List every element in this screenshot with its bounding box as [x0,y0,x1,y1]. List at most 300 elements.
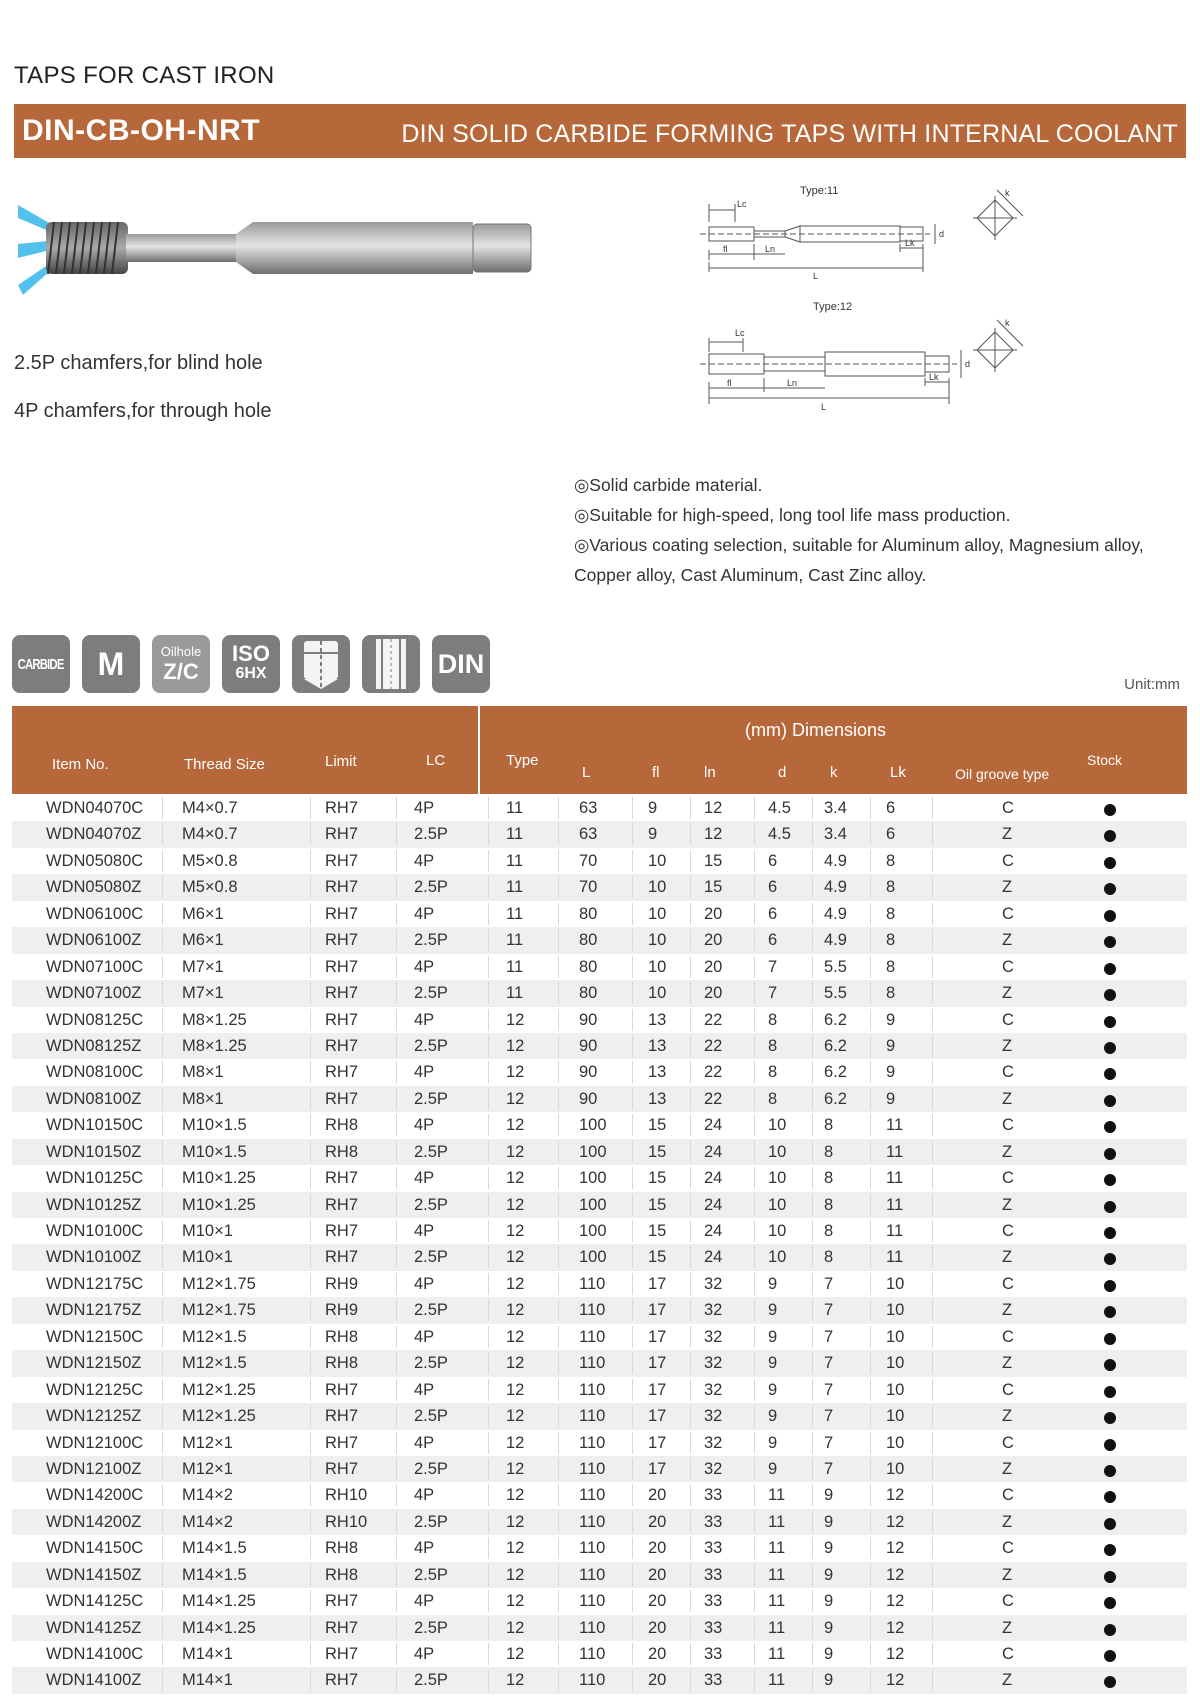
cell-separator [310,1167,311,1189]
cell-item-no: WDN10100Z [46,1248,142,1267]
cell-separator [690,1114,691,1136]
cell-ln: 33 [704,1512,723,1531]
cell-separator [870,1511,871,1533]
cell-L: 63 [579,825,598,844]
stock-dot-icon [1104,1016,1116,1028]
cell-separator [488,1379,489,1401]
cell-separator [932,823,933,845]
cell-thread-size: M4×0.7 [182,799,238,817]
cell-separator [162,1643,163,1665]
cell-L: 80 [579,984,598,1003]
cell-separator [812,1379,813,1401]
cell-item-no: WDN05080Z [46,878,142,897]
cell-thread-size: M8×1 [182,1063,224,1082]
cell-separator [812,929,813,951]
cell-separator [932,1564,933,1586]
cell-lk: 11 [886,1248,904,1267]
cell-separator [632,1088,633,1110]
cell-separator [632,1220,633,1242]
table-row [12,1615,1187,1641]
cell-L: 100 [579,1222,607,1240]
cell-L: 110 [579,1671,606,1690]
cell-separator [310,1220,311,1242]
cell-lc: 4P [414,1327,435,1346]
stock-dot-icon [1104,1359,1116,1371]
din-badge [432,635,490,693]
cell-separator [690,1009,691,1031]
cell-d: 11 [768,1565,786,1584]
product-table-body [12,795,1187,1694]
cell-thread-size: M10×1.25 [182,1169,256,1188]
cell-oil-groove: C [1002,1063,1014,1082]
unit-label: Unit:mm [1124,676,1180,693]
cell-separator [488,1246,489,1268]
cell-separator [162,1220,163,1242]
cell-separator [310,1405,311,1427]
cell-separator [162,1537,163,1559]
cell-ln: 24 [704,1195,723,1214]
cell-separator [632,1432,633,1454]
cell-oil-groove: C [1002,1592,1014,1611]
cell-type: 12 [506,1565,525,1584]
cell-limit: RH7 [325,1222,359,1240]
cell-separator [812,823,813,845]
lk-label-2: Lk [929,372,939,382]
cell-ln: 32 [704,1433,723,1452]
cell-separator [690,1669,691,1691]
stock-dot-icon [1104,936,1116,948]
table-row [12,1430,1187,1456]
cell-separator [488,1564,489,1586]
cell-thread-size: M8×1.25 [182,1036,247,1055]
cell-lk: 10 [886,1327,905,1346]
cell-oil-groove: C [1002,1222,1014,1240]
cell-lk: 12 [886,1671,905,1690]
cell-separator [396,1458,397,1480]
cell-separator [310,797,311,819]
header-divider [478,706,480,794]
cell-item-no: WDN14150C [46,1539,144,1558]
cell-separator [932,1273,933,1295]
product-code: DIN-CB-OH-NRT [22,114,261,147]
cell-ln: 33 [704,1645,723,1663]
cell-separator [162,1405,163,1427]
cell-d: 9 [768,1407,778,1426]
table-row [12,927,1187,953]
chamfer-through-hole: 4P chamfers,for through hole [14,400,272,422]
cell-separator [754,1590,755,1612]
cell-lc: 4P [414,1539,435,1558]
cell-separator [310,1246,311,1268]
cell-separator [754,1484,755,1506]
stock-dot-icon [1104,1544,1116,1556]
cell-d: 6 [768,931,778,950]
cell-lc: 4P [414,1645,435,1663]
cell-separator [754,850,755,872]
cell-separator [870,1141,871,1163]
cell-separator [310,1564,311,1586]
cell-separator [310,1669,311,1691]
cell-thread-size: M14×1 [182,1645,233,1663]
cell-separator [632,1114,633,1136]
cell-limit: RH7 [325,1248,359,1267]
cell-separator [162,1484,163,1506]
table-row [12,1033,1187,1059]
cell-oil-groove: Z [1002,1459,1013,1478]
cell-item-no: WDN12150Z [46,1354,142,1373]
cell-limit: RH7 [325,1089,359,1108]
cell-oil-groove: C [1002,1010,1014,1029]
cell-separator [162,1009,163,1031]
zc-label: Z/C [163,658,199,684]
cell-oil-groove: C [1002,799,1014,817]
cell-k: 5.5 [824,957,847,976]
cell-separator [870,1009,871,1031]
table-row [12,1403,1187,1429]
cell-lk: 9 [886,1010,896,1029]
cell-lc: 2.5P [414,1301,448,1320]
cell-limit: RH7 [325,799,359,817]
header-lk: Lk [890,764,906,781]
cell-separator [310,1061,311,1083]
cell-separator [932,1167,933,1189]
cell-separator [754,1458,755,1480]
cell-type: 12 [506,1407,525,1426]
cell-separator [812,982,813,1004]
table-row [12,1588,1187,1614]
stock-dot-icon [1104,1465,1116,1477]
cell-separator [488,1643,489,1665]
cell-separator [870,1564,871,1586]
cell-item-no: WDN10150C [46,1116,144,1135]
cell-type: 12 [506,1036,525,1055]
cell-separator [162,823,163,845]
cell-separator [558,1167,559,1189]
cell-oil-groove: Z [1002,1512,1013,1531]
cell-d: 7 [768,957,778,976]
cell-separator [754,1379,755,1401]
cell-type: 12 [506,1645,525,1663]
cell-separator [632,1617,633,1639]
cell-separator [310,1537,311,1559]
cell-k: 4.9 [824,931,847,950]
product-banner [14,104,1186,158]
cell-limit: RH7 [325,984,359,1003]
cell-separator [754,1194,755,1216]
cell-ln: 12 [704,825,723,844]
stock-dot-icon [1104,963,1116,975]
cell-separator [488,797,489,819]
cell-separator [870,1220,871,1242]
cell-separator [632,1669,633,1691]
cell-k: 7 [824,1274,834,1293]
cell-ln: 33 [704,1671,723,1690]
cell-separator [932,1643,933,1665]
cell-separator [558,1669,559,1691]
cell-item-no: WDN14200Z [46,1512,142,1531]
cell-fl: 17 [648,1380,667,1399]
cell-oil-groove: C [1002,1274,1014,1293]
cell-oil-groove: C [1002,1169,1014,1188]
cell-separator [632,850,633,872]
cell-lc: 4P [414,1380,435,1399]
cell-separator [396,1167,397,1189]
cell-fl: 17 [648,1301,667,1320]
cell-separator [812,1167,813,1189]
cell-separator [932,850,933,872]
cell-separator [932,1194,933,1216]
cell-fl: 17 [648,1354,667,1373]
feature-item: ◎Suitable for high-speed, long tool life mass production. [574,505,1011,525]
stock-dot-icon [1104,1333,1116,1345]
cell-separator [396,956,397,978]
cell-separator [558,823,559,845]
cell-separator [558,797,559,819]
cell-separator [932,1590,933,1612]
cell-separator [870,1617,871,1639]
cell-fl: 10 [648,984,667,1003]
cell-item-no: WDN07100Z [46,984,142,1003]
stock-dot-icon [1104,857,1116,869]
cell-separator [396,876,397,898]
table-row [12,1244,1187,1270]
cell-limit: RH9 [325,1274,359,1293]
metric-m-badge [82,635,140,693]
cell-separator [162,929,163,951]
cell-oil-groove: Z [1002,1671,1013,1690]
cell-separator [812,1432,813,1454]
product-description: DIN SOLID CARBIDE FORMING TAPS WITH INTERNAL COOLANT [401,120,1178,148]
cell-separator [870,982,871,1004]
cell-separator [396,1035,397,1057]
cell-limit: RH7 [325,1433,359,1452]
cell-k: 6.2 [824,1063,847,1082]
cell-fl: 15 [648,1116,667,1135]
cell-thread-size: M8×1.25 [182,1010,247,1029]
table-row [12,1456,1187,1482]
cell-separator [396,1617,397,1639]
cell-oil-groove: C [1002,1539,1014,1558]
cell-L: 100 [579,1195,607,1214]
cell-separator [558,929,559,951]
cell-separator [162,1379,163,1401]
cell-separator [754,1246,755,1268]
cell-thread-size: M12×1.5 [182,1327,247,1346]
cell-oil-groove: Z [1002,1195,1013,1214]
cell-limit: RH7 [325,1618,359,1637]
cell-separator [932,1220,933,1242]
cell-separator [310,1273,311,1295]
header-fl: fl [652,764,660,781]
cell-type: 12 [506,1169,525,1188]
table-row [12,848,1187,874]
cell-lk: 10 [886,1354,905,1373]
cell-fl: 20 [648,1645,667,1663]
cell-separator [870,1484,871,1506]
cell-k: 8 [824,1169,834,1188]
cell-separator [870,1405,871,1427]
oilhole-badge [152,635,210,693]
cell-separator [162,1273,163,1295]
ln-label: Ln [765,244,776,254]
cell-lk: 11 [886,1195,904,1214]
cell-thread-size: M10×1.25 [182,1195,256,1214]
cell-k: 6.2 [824,1089,847,1108]
cell-d: 9 [768,1354,778,1373]
cell-separator [690,1458,691,1480]
cell-limit: RH7 [325,1592,359,1611]
cell-separator [812,1669,813,1691]
table-row [12,954,1187,980]
cell-d: 10 [768,1116,787,1135]
cell-limit: RH7 [325,1671,359,1690]
cell-separator [558,1590,559,1612]
cell-limit: RH9 [325,1301,359,1320]
stock-dot-icon [1104,883,1116,895]
cell-oil-groove: Z [1002,825,1013,844]
stock-dot-icon [1104,989,1116,1001]
cell-lc: 2.5P [414,984,448,1003]
cell-type: 12 [506,1380,525,1399]
cell-separator [558,956,559,978]
cell-lk: 10 [886,1301,905,1320]
cell-type: 12 [506,1089,525,1108]
table-row [12,795,1187,821]
cell-d: 9 [768,1459,778,1478]
cell-thread-size: M12×1.25 [182,1380,256,1399]
cell-separator [754,1564,755,1586]
cell-thread-size: M7×1 [182,957,224,976]
fl-label: fl [723,244,728,254]
cell-separator [932,956,933,978]
cell-k: 4.9 [824,851,847,870]
cell-thread-size: M8×1 [182,1089,224,1108]
header-stock: Stock [1087,752,1123,768]
d-label: d [939,229,945,239]
technical-drawing [695,182,1055,442]
cell-limit: RH7 [325,851,359,870]
cell-L: 80 [579,931,598,950]
cell-ln: 24 [704,1142,723,1161]
cell-L: 110 [579,1459,606,1478]
cell-separator [310,1432,311,1454]
cell-lk: 12 [886,1645,905,1663]
cell-separator [690,1537,691,1559]
cell-separator [488,1009,489,1031]
cell-fl: 13 [648,1010,667,1029]
cell-separator [754,797,755,819]
cell-separator [632,1590,633,1612]
cell-ln: 33 [704,1486,723,1505]
cell-fl: 17 [648,1459,667,1478]
cell-d: 11 [768,1645,786,1663]
table-header [12,706,1187,794]
stock-dot-icon [1104,1042,1116,1054]
stock-dot-icon [1104,1227,1116,1239]
cell-lk: 6 [886,825,896,844]
cell-separator [932,1088,933,1110]
cell-lk: 12 [886,1565,905,1584]
cell-thread-size: M14×1 [182,1671,233,1690]
cell-separator [754,823,755,845]
cell-type: 11 [506,825,524,844]
cell-separator [162,1246,163,1268]
cell-oil-groove: C [1002,904,1014,923]
cell-separator [488,1088,489,1110]
cell-type: 11 [506,904,524,923]
cell-fl: 20 [648,1618,667,1637]
cell-separator [558,1564,559,1586]
cell-separator [488,1114,489,1136]
cell-limit: RH7 [325,1036,359,1055]
cell-type: 12 [506,1486,525,1505]
header-dimensions: (mm) Dimensions [745,720,887,740]
cell-lc: 4P [414,1222,435,1240]
cell-thread-size: M10×1 [182,1248,233,1267]
cell-separator [632,1511,633,1533]
cell-fl: 17 [648,1327,667,1346]
cell-lc: 2.5P [414,1354,448,1373]
cell-separator [754,1088,755,1110]
cell-lk: 12 [886,1618,905,1637]
cell-thread-size: M10×1.5 [182,1142,247,1161]
cell-separator [690,1167,691,1189]
cell-d: 11 [768,1539,786,1558]
cell-oil-groove: C [1002,1486,1014,1505]
cell-separator [932,876,933,898]
cell-separator [690,1643,691,1665]
cell-separator [310,1114,311,1136]
cell-thread-size: M14×2 [182,1486,233,1505]
cell-lk: 8 [886,957,896,976]
cell-separator [488,1299,489,1321]
cell-separator [396,797,397,819]
cell-separator [870,1379,871,1401]
cell-separator [690,1352,691,1374]
cell-separator [812,850,813,872]
cell-separator [162,1326,163,1348]
stock-dot-icon [1104,1597,1116,1609]
cell-separator [632,1352,633,1374]
table-row [12,1271,1187,1297]
cell-oil-groove: C [1002,1327,1014,1346]
cell-oil-groove: Z [1002,1089,1013,1108]
cell-separator [870,1194,871,1216]
cell-k: 7 [824,1459,834,1478]
cell-thread-size: M12×1.75 [182,1301,256,1320]
cell-separator [558,1114,559,1136]
cell-separator [396,1669,397,1691]
cell-d: 10 [768,1195,787,1214]
cell-lk: 12 [886,1512,905,1531]
cell-item-no: WDN10150Z [46,1142,142,1161]
cell-ln: 20 [704,904,723,923]
cell-k: 4.9 [824,878,847,897]
cell-separator [812,1564,813,1586]
cell-ln: 20 [704,931,723,950]
cell-separator [558,1246,559,1268]
cell-fl: 10 [648,878,667,897]
cell-separator [310,1484,311,1506]
cell-fl: 20 [648,1565,667,1584]
cell-thread-size: M12×1.5 [182,1354,247,1373]
cell-L: 110 [579,1539,606,1558]
cell-separator [310,1458,311,1480]
stock-dot-icon [1104,830,1116,842]
cell-d: 4.5 [768,799,791,817]
cell-item-no: WDN14200C [46,1486,144,1505]
cell-lk: 8 [886,984,896,1003]
